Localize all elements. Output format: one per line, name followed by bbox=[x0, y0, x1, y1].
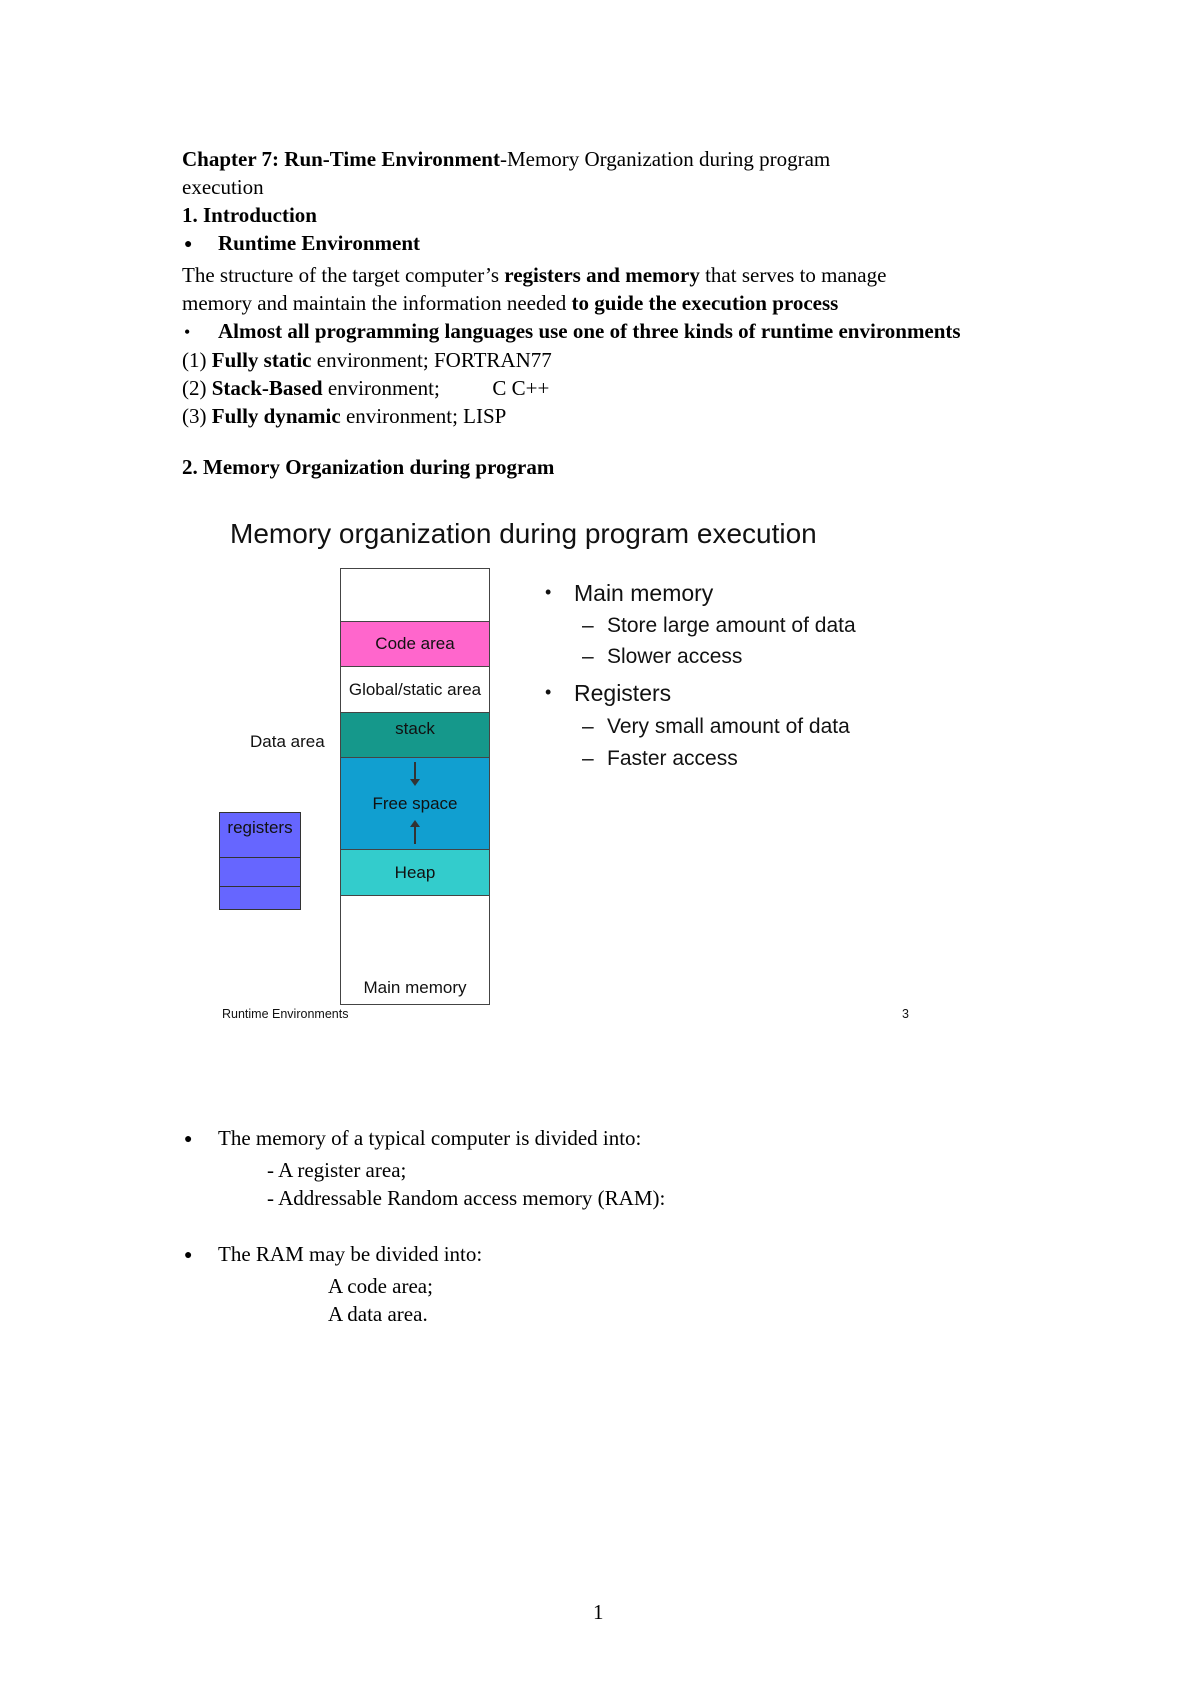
chapter-heading-line2: execution bbox=[182, 175, 264, 199]
section-memory-title bbox=[182, 453, 1102, 481]
bullet-icon bbox=[182, 229, 218, 261]
runtime-kind-name: Fully dynamic bbox=[211, 404, 341, 428]
runtime-kind-rest: environment; C C++ bbox=[322, 376, 550, 400]
chapter-heading bbox=[182, 145, 1102, 173]
runtime-kind-3 bbox=[182, 402, 1102, 430]
memory-block-stack bbox=[340, 712, 490, 758]
slide-sub-bullet-text: Store large amount of data bbox=[607, 614, 856, 637]
runtime-kind-2 bbox=[182, 374, 1102, 402]
memory-block-global: Global/static area bbox=[340, 666, 490, 713]
runtime-kind-num: (2) bbox=[182, 376, 212, 400]
memory-block-stack-label: stack bbox=[395, 719, 435, 738]
bullet-ram-divided bbox=[182, 1240, 1102, 1272]
section-introduction-title bbox=[182, 201, 1102, 229]
sub-register-area: - A register area; bbox=[267, 1158, 407, 1182]
bullet-memory-divided bbox=[182, 1124, 1102, 1156]
memory-block-code: Code area bbox=[340, 621, 490, 667]
bullet-runtime-environment bbox=[182, 229, 1102, 261]
runtime-kind-rest: environment; LISP bbox=[340, 404, 507, 428]
definition-line-2 bbox=[182, 289, 1102, 317]
slide-sub-bullet bbox=[582, 715, 850, 739]
registers-label: registers bbox=[227, 818, 293, 837]
slide-bullet-main-memory bbox=[546, 580, 713, 607]
slide-sub-bullet bbox=[582, 614, 856, 638]
slide-sub-bullet-text: Faster access bbox=[607, 747, 738, 770]
bullet-runtime-environment-text: Runtime Environment bbox=[218, 231, 421, 255]
runtime-kind-name: Fully static bbox=[211, 348, 312, 372]
runtime-kind-rest: environment; FORTRAN77 bbox=[311, 348, 552, 372]
section-introduction-title-text: 1. Introduction bbox=[182, 203, 317, 227]
register-block-2 bbox=[219, 857, 301, 887]
runtime-kind-num: (3) bbox=[182, 404, 212, 428]
bullet-icon bbox=[182, 1124, 218, 1156]
slide-sub-bullet-text: Very small amount of data bbox=[607, 715, 850, 738]
sub-data-area: A data area. bbox=[328, 1302, 428, 1326]
memory-block-top bbox=[340, 568, 490, 622]
definition-line-1 bbox=[182, 261, 1102, 289]
slide-bullet-label: Main memory bbox=[574, 580, 714, 606]
definition-text-a: The structure of the target computer’s bbox=[182, 263, 505, 287]
bullet-icon bbox=[182, 317, 218, 346]
runtime-kind-num: (1) bbox=[182, 348, 212, 372]
definition-text-e: to guide the execution process bbox=[571, 291, 839, 315]
arrow-up-icon bbox=[414, 822, 416, 844]
slide-title: Memory organization during program execution bbox=[230, 518, 817, 549]
definition-text-c: that serves to manage bbox=[699, 263, 887, 287]
bullet-memory-divided-text: The memory of a typical computer is divided into: bbox=[218, 1126, 642, 1150]
definition-text-d: memory and maintain the information needed bbox=[182, 291, 572, 315]
arrow-down-icon bbox=[414, 762, 416, 784]
runtime-kind-name: Stack-Based bbox=[211, 376, 323, 400]
sub-ram: - Addressable Random access memory (RAM): bbox=[267, 1186, 666, 1210]
slide-bullet-registers bbox=[546, 680, 671, 707]
memory-organization-slide bbox=[200, 510, 930, 1040]
blank-line bbox=[182, 1212, 1102, 1240]
slide-sub-bullet bbox=[582, 645, 742, 669]
page-number: 1 bbox=[593, 1600, 604, 1624]
slide-bullet-label: Registers bbox=[574, 680, 672, 706]
chapter-heading-rest: -Memory Organization during program bbox=[499, 147, 831, 171]
bullet-languages bbox=[182, 317, 1102, 346]
register-block-1 bbox=[219, 812, 301, 858]
slide-sub-bullet-text: Slower access bbox=[607, 645, 743, 668]
intro-text bbox=[182, 145, 1102, 430]
bullet-ram-divided-text: The RAM may be divided into: bbox=[218, 1242, 483, 1266]
register-block-3 bbox=[219, 886, 301, 910]
sub-code-area: A code area; bbox=[328, 1274, 433, 1298]
slide-number: 3 bbox=[902, 1007, 909, 1021]
runtime-kind-1 bbox=[182, 346, 1102, 374]
memory-block-free: Free space bbox=[340, 757, 490, 850]
bullet-languages-text: Almost all programming languages use one of three kinds of runtime environments bbox=[218, 319, 961, 343]
data-area-label: Data area bbox=[250, 732, 325, 751]
slide-footer: Runtime Environments bbox=[222, 1007, 349, 1021]
bullet-icon bbox=[182, 1240, 218, 1272]
section-memory-title-text: 2. Memory Organization during program bbox=[182, 455, 555, 479]
slide-sub-bullet bbox=[582, 747, 738, 771]
chapter-heading-bold: Chapter 7: Run-Time Environment bbox=[182, 147, 500, 171]
memory-division-text bbox=[182, 1124, 1102, 1328]
memory-block-main: Main memory bbox=[340, 895, 490, 1005]
definition-text-b: registers and memory bbox=[504, 263, 700, 287]
memory-block-heap: Heap bbox=[340, 849, 490, 896]
